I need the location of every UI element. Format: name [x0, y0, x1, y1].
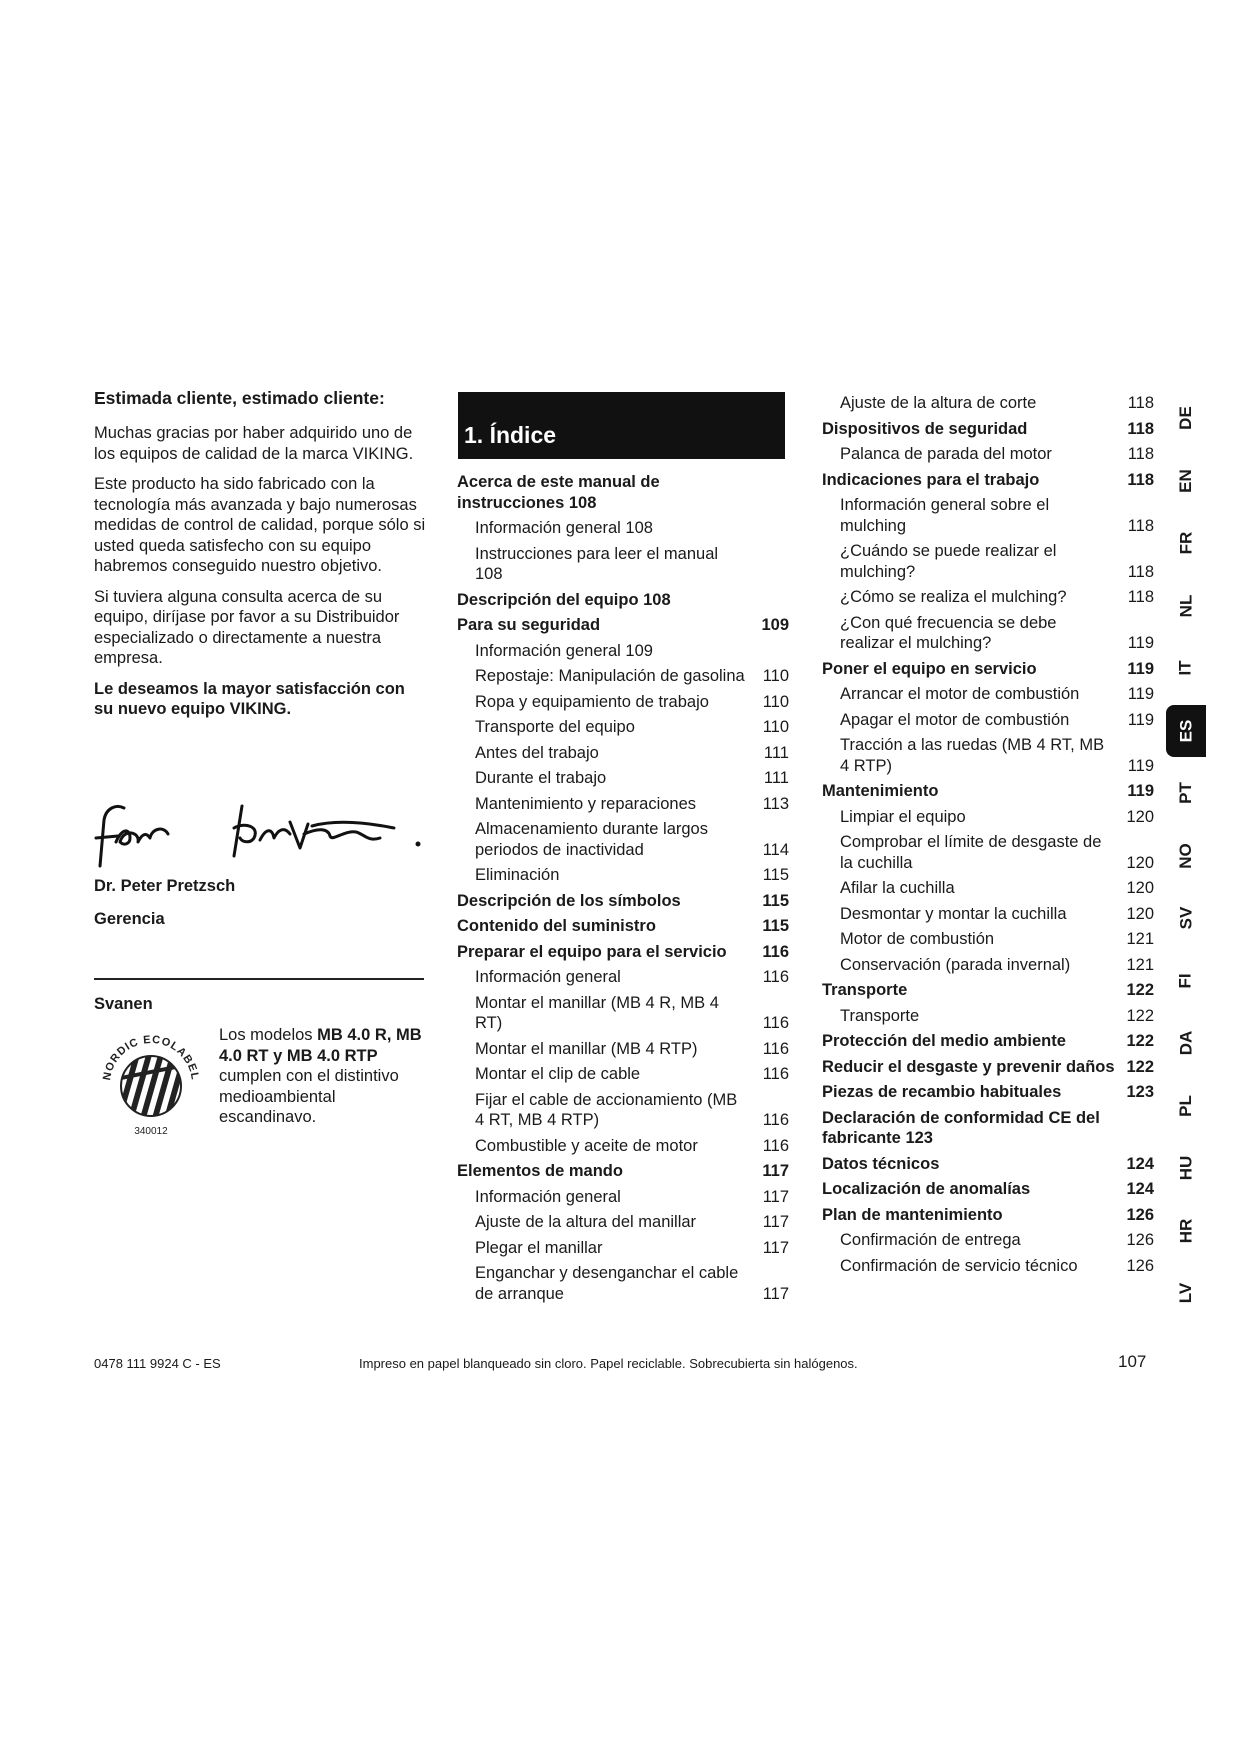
toc-entry-label: Información general sobre el mulching: [840, 496, 1050, 535]
toc-entry-label: Transporte: [822, 981, 908, 999]
toc-entry-label: Conservación (parada invernal): [840, 955, 1071, 974]
toc-entry-label: Mantenimiento y reparaciones: [475, 794, 697, 813]
toc-entry[interactable]: [822, 1082, 1154, 1103]
toc-entry-page: 120: [1126, 853, 1154, 872]
signer-role: Gerencia: [94, 910, 165, 928]
language-tab-fi[interactable]: [1166, 955, 1206, 1007]
toc-entry[interactable]: [822, 710, 1154, 731]
toc-entry-label: Elementos de mando: [457, 1162, 623, 1180]
toc-entry[interactable]: [822, 587, 1154, 608]
nordic-ecolabel-logo: [96, 1028, 206, 1138]
toc-entry-page: 111: [763, 743, 789, 762]
toc-entry-page: 110: [762, 718, 789, 736]
toc-entry[interactable]: [457, 1039, 789, 1060]
toc-entry[interactable]: [822, 1006, 1154, 1027]
toc-entry[interactable]: [457, 590, 789, 611]
toc-entry-page: 117: [762, 1187, 789, 1206]
language-tab-label: FR: [1175, 531, 1195, 555]
language-tab-label: HR: [1176, 1218, 1195, 1243]
toc-entry-page: 119: [1127, 756, 1154, 775]
toc-entry[interactable]: [457, 891, 789, 912]
index-title: 1. Índice: [464, 422, 557, 448]
language-tab-fr[interactable]: [1166, 517, 1206, 569]
toc-entry-label: Contenido del suministro: [457, 917, 656, 935]
language-tab-pl[interactable]: [1166, 1080, 1206, 1132]
language-tab-label: FI: [1175, 972, 1195, 989]
toc-entry[interactable]: [822, 470, 1154, 491]
toc-entry-label: Montar el manillar (MB 4 RTP): [475, 1039, 698, 1058]
toc-entry-page: 116: [762, 1065, 789, 1083]
svanen-heading: Svanen: [94, 995, 153, 1013]
toc-entry-label: Limpiar el equipo: [840, 807, 966, 826]
toc-entry-label: Indicaciones para el trabajo: [822, 470, 1040, 489]
toc-entry[interactable]: [457, 1263, 789, 1304]
toc-entry[interactable]: [822, 659, 1154, 680]
toc-entry[interactable]: [822, 832, 1154, 873]
toc-entry-label: Eliminación: [475, 866, 560, 884]
document-code: 0478 111 9924 C - ES: [94, 1356, 221, 1371]
closing-wish: Le deseamos la mayor satisfacción con su nuevo equipo VIKING.: [94, 679, 405, 718]
toc-entry[interactable]: [457, 544, 789, 585]
language-tab-label: PL: [1175, 1094, 1195, 1117]
language-tab-de[interactable]: [1166, 392, 1206, 444]
toc-entry-label: Información general: [475, 1187, 621, 1206]
toc-entry[interactable]: [822, 684, 1154, 705]
toc-entry-page: 122: [1126, 1032, 1154, 1050]
toc-entry[interactable]: [457, 666, 789, 687]
toc-entry-page: 118: [1127, 394, 1154, 412]
toc-entry-page: 122: [1126, 1006, 1154, 1025]
toc-entry[interactable]: [457, 794, 789, 815]
toc-entry[interactable]: [457, 615, 789, 636]
toc-entry-label: Almacenamiento durante largos periodos de inactividad: [475, 820, 708, 859]
toc-entry[interactable]: [822, 1108, 1154, 1149]
toc-entry-label: Palanca de parada del motor: [840, 445, 1052, 463]
toc-entry[interactable]: [822, 419, 1154, 440]
toc-entry[interactable]: [822, 1205, 1154, 1226]
toc-entry-label: Plan de mantenimiento: [822, 1205, 1003, 1224]
toc-entry-page: 117: [762, 1238, 789, 1257]
toc-entry[interactable]: [822, 1256, 1154, 1277]
toc-entry-page: 120: [1126, 904, 1154, 923]
toc-entry-page: 115: [762, 891, 789, 910]
svanen-models: MB 4.0 R, MB 4.0 RT y MB 4.0 RTP: [219, 1026, 422, 1065]
toc-entry-label: Dispositivos de seguridad: [822, 419, 1028, 438]
intro-paragraph-1: Muchas gracias por haber adquirido uno de los equipos de calidad de la marca VIKING.: [94, 424, 414, 463]
toc-entry[interactable]: [457, 1136, 789, 1157]
toc-entry[interactable]: [457, 1212, 789, 1233]
toc-entry[interactable]: [457, 743, 789, 764]
toc-entry-label: ¿Con qué frecuencia se debe realizar el mulching?: [840, 613, 1057, 652]
svanen-statement: [219, 1025, 429, 1128]
toc-entry[interactable]: [822, 1179, 1154, 1200]
language-tab-es[interactable]: [1166, 705, 1206, 757]
toc-entry[interactable]: [822, 878, 1154, 899]
language-tab-label: SV: [1176, 906, 1195, 930]
print-note: Impreso en papel blanqueado sin cloro. Papel reciclable. Sobrecubierta sin halógenos.: [359, 1356, 858, 1371]
toc-entry[interactable]: [457, 1064, 789, 1085]
toc-entry-label: Durante el trabajo: [475, 769, 607, 787]
toc-entry[interactable]: [457, 472, 789, 513]
toc-entry-label: Reducir el desgaste y prevenir daños: [822, 1057, 1115, 1076]
toc-entry[interactable]: [822, 1230, 1154, 1251]
toc-entry-page: 116: [762, 1039, 789, 1058]
language-tabs: [1166, 392, 1206, 1332]
toc-entry-page: 118: [1127, 516, 1154, 535]
toc-entry-label: Enganchar y desenganchar el cable de arranque: [475, 1264, 739, 1303]
toc-entry-label: Localización de anomalías: [822, 1180, 1031, 1198]
ecolabel-arc-text: NORDIC ECOLABEL: [101, 1033, 201, 1082]
toc-entry-page: 110: [762, 692, 789, 711]
toc-entry-page: 116: [762, 1111, 789, 1129]
toc-entry[interactable]: [457, 865, 789, 886]
toc-entry[interactable]: [457, 1161, 789, 1182]
toc-entry-page: 126: [1126, 1256, 1154, 1275]
intro-letter: [94, 384, 426, 730]
toc-entry[interactable]: [822, 444, 1154, 465]
toc-entry[interactable]: [457, 518, 789, 539]
language-tab-label: PT: [1175, 782, 1195, 804]
toc-entry[interactable]: [457, 768, 789, 789]
language-tab-da[interactable]: [1166, 1017, 1206, 1069]
toc-entry-page: 119: [1127, 782, 1154, 800]
svanen-text-post: cumplen con el distintivo medioambiental escandinavo.: [219, 1067, 399, 1126]
toc-entry-label: Repostaje: Manipulación de gasolina: [475, 667, 745, 685]
toc-entry[interactable]: [457, 819, 789, 860]
signer-name: Dr. Peter Pretzsch: [94, 877, 236, 895]
toc-entry-page: 119: [1127, 659, 1154, 678]
toc-entry-label: Ajuste de la altura del manillar: [475, 1213, 697, 1231]
toc-entry-label: ¿Cómo se realiza el mulching?: [840, 588, 1067, 606]
svanen-text-pre: Los modelos: [219, 1026, 318, 1044]
toc-entry-label: Descripción de los símbolos: [457, 891, 681, 910]
toc-entry[interactable]: [822, 781, 1154, 802]
toc-entry-label: Transporte: [840, 1006, 920, 1025]
toc-entry[interactable]: [822, 929, 1154, 950]
toc-entry-label: Apagar el motor de combustión: [840, 710, 1070, 729]
language-tab-label: NL: [1175, 594, 1195, 617]
toc-entry[interactable]: [822, 541, 1154, 582]
toc-entry-label: Desmontar y montar la cuchilla: [840, 904, 1067, 923]
section-divider: [94, 978, 424, 980]
language-tab-label: IT: [1175, 660, 1195, 676]
language-tab-hu[interactable]: [1166, 1142, 1206, 1194]
toc-entry-label: Información general 109: [475, 641, 653, 660]
toc-entry-page: 116: [762, 1136, 789, 1155]
toc-entry-label: Combustible y aceite de motor: [475, 1136, 698, 1155]
intro-paragraph-3: Si tuviera alguna consulta acerca de su equipo, diríjase por favor a su Distribuidor especializado o directamente a nuestra empresa.: [94, 587, 400, 667]
toc-entry-label: Fijar el cable de accionamiento (MB 4 RT, MB 4 RTP): [475, 1090, 738, 1129]
toc-entry[interactable]: [822, 955, 1154, 976]
language-tab-en[interactable]: [1166, 455, 1206, 507]
toc-entry[interactable]: [457, 1090, 789, 1131]
language-tab-hr[interactable]: [1166, 1205, 1206, 1257]
toc-entry-label: Confirmación de servicio técnico: [840, 1256, 1078, 1275]
toc-entry[interactable]: [822, 613, 1154, 654]
page-number: 107: [1118, 1352, 1147, 1371]
toc-entry[interactable]: [457, 692, 789, 713]
toc-entry[interactable]: [457, 1187, 789, 1208]
toc-entry-label: Para su seguridad: [457, 616, 601, 634]
language-tab-label: HU: [1176, 1155, 1195, 1181]
toc-entry-page: 115: [762, 917, 789, 935]
toc-entry-page: 119: [1127, 685, 1154, 703]
toc-entry-label: Declaración de conformidad CE del fabricante 123: [822, 1108, 1100, 1147]
toc-entry-page: 117: [762, 1162, 789, 1180]
toc-entry[interactable]: [822, 807, 1154, 828]
signature-image: [94, 798, 434, 868]
toc-entry-page: 124: [1126, 1180, 1154, 1198]
toc-entry-label: Preparar el equipo para el servicio: [457, 942, 727, 961]
toc-entry-label: Ropa y equipamiento de trabajo: [475, 692, 709, 711]
toc-entry-page: 126: [1126, 1205, 1154, 1224]
toc-entry-page: 116: [762, 968, 789, 986]
greeting: Estimada cliente, estimado cliente:: [94, 388, 385, 408]
toc-entry-page: 113: [762, 794, 789, 813]
toc-entry-label: Acerca de este manual de instrucciones 108: [457, 473, 660, 512]
language-tab-label: LV: [1176, 1282, 1195, 1304]
toc-entry-page: 118: [1127, 588, 1154, 606]
toc-entry-label: Comprobar el límite de desgaste de la cuchilla: [840, 833, 1102, 872]
toc-entry-label: Información general 108: [475, 519, 653, 537]
toc-entry-label: Información general: [475, 968, 621, 986]
toc-entry[interactable]: [822, 1057, 1154, 1078]
toc-entry-label: Transporte del equipo: [475, 718, 635, 736]
intro-paragraph-2: Este producto ha sido fabricado con la tecnología más avanzada y bajo numerosas medidas de control de calidad, porque sólo si usted queda satisfecho con su equipo habremos conseguido nuestro objetivo.: [94, 475, 426, 575]
toc-entry-page: 114: [762, 840, 789, 859]
toc-entry-label: Descripción del equipo 108: [457, 590, 671, 609]
toc-entry[interactable]: [457, 942, 789, 963]
language-tab-sv[interactable]: [1166, 892, 1206, 944]
toc-entry-label: Montar el clip de cable: [475, 1065, 641, 1083]
toc-entry-label: Motor de combustión: [840, 930, 995, 948]
toc-entry-page: 122: [1126, 1057, 1154, 1076]
toc-entry[interactable]: [822, 904, 1154, 925]
language-tab-label: DE: [1176, 406, 1195, 430]
language-tab-no[interactable]: [1166, 830, 1206, 882]
toc-entry-label: Antes del trabajo: [475, 743, 599, 762]
toc-entry-page: 119: [1127, 634, 1154, 652]
toc-entry[interactable]: [822, 735, 1154, 776]
toc-entry[interactable]: [822, 495, 1154, 536]
toc-column-middle: [457, 472, 789, 1309]
ecolabel-number: 340012: [134, 1126, 168, 1137]
toc-entry-label: Piezas de recambio habituales: [822, 1083, 1062, 1101]
toc-entry-label: Datos técnicos: [822, 1154, 940, 1173]
toc-entry[interactable]: [457, 1238, 789, 1259]
toc-entry-page: 121: [1126, 955, 1154, 974]
toc-entry[interactable]: [457, 916, 789, 937]
toc-entry-page: 117: [762, 1284, 789, 1303]
toc-entry-page: 117: [762, 1213, 789, 1231]
index-banner: [458, 392, 785, 459]
toc-entry-page: 118: [1127, 562, 1154, 581]
language-tab-label: EN: [1176, 468, 1195, 493]
language-tab-nl[interactable]: [1166, 580, 1206, 632]
toc-entry-label: Poner el equipo en servicio: [822, 659, 1037, 678]
toc-entry-page: 120: [1126, 879, 1154, 897]
toc-entry-label: Protección del medio ambiente: [822, 1032, 1066, 1050]
toc-entry-page: 122: [1126, 981, 1154, 999]
toc-entry-page: 110: [762, 667, 789, 685]
toc-entry-page: 118: [1127, 470, 1154, 489]
toc-entry-page: 118: [1127, 419, 1154, 438]
language-tab-label: NO: [1176, 842, 1195, 869]
toc-entry[interactable]: [822, 393, 1154, 414]
toc-entry[interactable]: [822, 1154, 1154, 1175]
toc-entry-page: 119: [1127, 710, 1154, 729]
toc-entry-page: 118: [1127, 445, 1154, 463]
toc-entry[interactable]: [457, 993, 789, 1034]
toc-entry-label: Mantenimiento: [822, 782, 939, 800]
toc-entry-page: 120: [1126, 807, 1154, 826]
toc-entry-page: 121: [1126, 930, 1154, 948]
language-tab-lv[interactable]: [1166, 1267, 1206, 1319]
toc-entry-label: Ajuste de la altura de corte: [840, 394, 1037, 412]
language-tab-pt[interactable]: [1166, 767, 1206, 819]
toc-entry-label: Tracción a las ruedas (MB 4 RT, MB 4 RTP): [840, 736, 1105, 775]
toc-entry-label: Confirmación de entrega: [840, 1231, 1021, 1249]
toc-entry[interactable]: [457, 641, 789, 662]
language-tab-label: DA: [1176, 1030, 1195, 1056]
toc-entry[interactable]: [822, 1031, 1154, 1052]
language-tab-it[interactable]: [1166, 642, 1206, 694]
toc-entry-page: 111: [763, 769, 789, 787]
toc-entry-page: 109: [761, 616, 789, 634]
toc-entry-label: Montar el manillar (MB 4 R, MB 4 RT): [475, 993, 719, 1032]
toc-entry-page: 123: [1126, 1083, 1154, 1101]
toc-column-right: [822, 393, 1154, 1281]
toc-entry-label: Afilar la cuchilla: [840, 879, 955, 897]
toc-entry-label: Instrucciones para leer el manual 108: [475, 544, 719, 583]
toc-entry[interactable]: [822, 980, 1154, 1001]
toc-entry-page: 124: [1126, 1154, 1154, 1173]
toc-entry-label: Plegar el manillar: [475, 1238, 603, 1257]
toc-entry-page: 115: [762, 866, 789, 884]
toc-entry-label: Arrancar el motor de combustión: [840, 685, 1080, 703]
toc-entry-page: 126: [1126, 1231, 1154, 1249]
toc-entry-label: ¿Cuándo se puede realizar el mulching?: [840, 542, 1057, 581]
toc-entry-page: 116: [762, 1014, 789, 1032]
toc-entry-page: 116: [762, 942, 789, 961]
language-tab-label: ES: [1176, 719, 1195, 742]
toc-entry[interactable]: [457, 967, 789, 988]
toc-entry[interactable]: [457, 717, 789, 738]
